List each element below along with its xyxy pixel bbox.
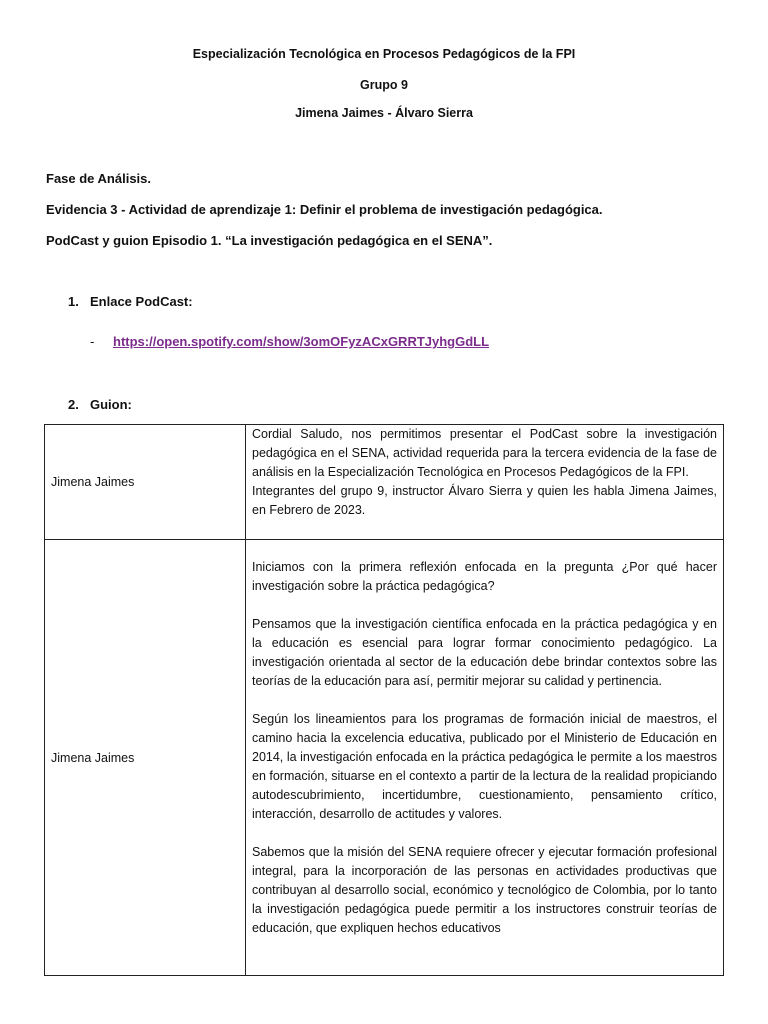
section-number: 1.: [68, 294, 79, 309]
dialogue-paragraph: Según los lineamientos para los programas de formación inicial de maestros, el camino hacia la excelencia educativa, publicado por el Ministerio de Educación en 2014, la investigación enfocada en la práctica pedagógica le permite a los maestros en formación, situarse en el contexto a partir de la lectura de la realidad propiciando autodescubrimiento, incertidumbre, cuestionamiento, pensamiento crítico, interacción, desarrollo de actitudes y valores.: [252, 712, 717, 821]
group-label: Grupo 9: [360, 78, 408, 92]
script-table: [44, 424, 724, 976]
podcast-link[interactable]: https://open.spotify.com/show/3omOFyzACxGRRTJyhgGdLL: [113, 334, 490, 349]
dialogue-paragraph: Cordial Saludo, nos permitimos presentar el PodCast sobre la investigación pedagógica en el SENA, actividad requerida para la tercera evidencia de la fase de análisis en la Especialización Tecnológica en Procesos Pedagógicos de la FPI.: [252, 427, 717, 479]
evidence-heading: Evidencia 3 - Actividad de aprendizaje 1: Definir el problema de investigación pedagógica.: [46, 202, 603, 217]
speaker-cell: Jimena Jaimes: [45, 540, 246, 976]
section-title: Enlace PodCast:: [90, 294, 193, 309]
phase-heading: Fase de Análisis.: [46, 171, 152, 186]
dialogue-paragraph: Sabemos que la misión del SENA requiere ofrecer y ejecutar formación profesional integral, para la incorporación de las personas en actividades productivas que contribuyan al desarrollo social, económico y tecnológico de Colombia, por lo tanto la investigación pedagógica puede permitir a los instructores construir teorías de educación, que expliquen hechos educativos: [252, 845, 717, 935]
episode-heading: PodCast y guion Episodio 1. “La investigación pedagógica en el SENA”.: [46, 233, 493, 248]
course-title: Especialización Tecnológica en Procesos Pedagógicos de la FPI: [192, 47, 576, 61]
table-row: [45, 425, 724, 540]
section-number: 2.: [68, 397, 79, 412]
dialogue-cell: [246, 540, 724, 976]
dialogue-paragraph: Iniciamos con la primera reflexión enfocada en la pregunta ¿Por qué hacer investigación sobre la práctica pedagógica?: [252, 560, 717, 593]
dialogue-paragraph: Pensamos que la investigación científica enfocada en la práctica pedagógica y en la educación es esencial para lograr formar conocimiento pedagógico. La investigación orientada al sector de la educación debe brindar contextos sobre las teorías de la educación para así, permitir mejorar su calidad y pertinencia.: [252, 617, 717, 688]
speaker-cell: Jimena Jaimes: [45, 425, 246, 540]
dialogue-cell: [246, 425, 724, 540]
authors-line: Jimena Jaimes - Álvaro Sierra: [295, 106, 473, 120]
list-bullet: -: [90, 334, 95, 349]
dialogue-paragraph: Integrantes del grupo 9, instructor Álvaro Sierra y quien les habla Jimena Jaimes, en Febrero de 2023.: [252, 484, 717, 517]
section-title: Guion:: [90, 397, 132, 412]
table-row: [45, 540, 724, 976]
